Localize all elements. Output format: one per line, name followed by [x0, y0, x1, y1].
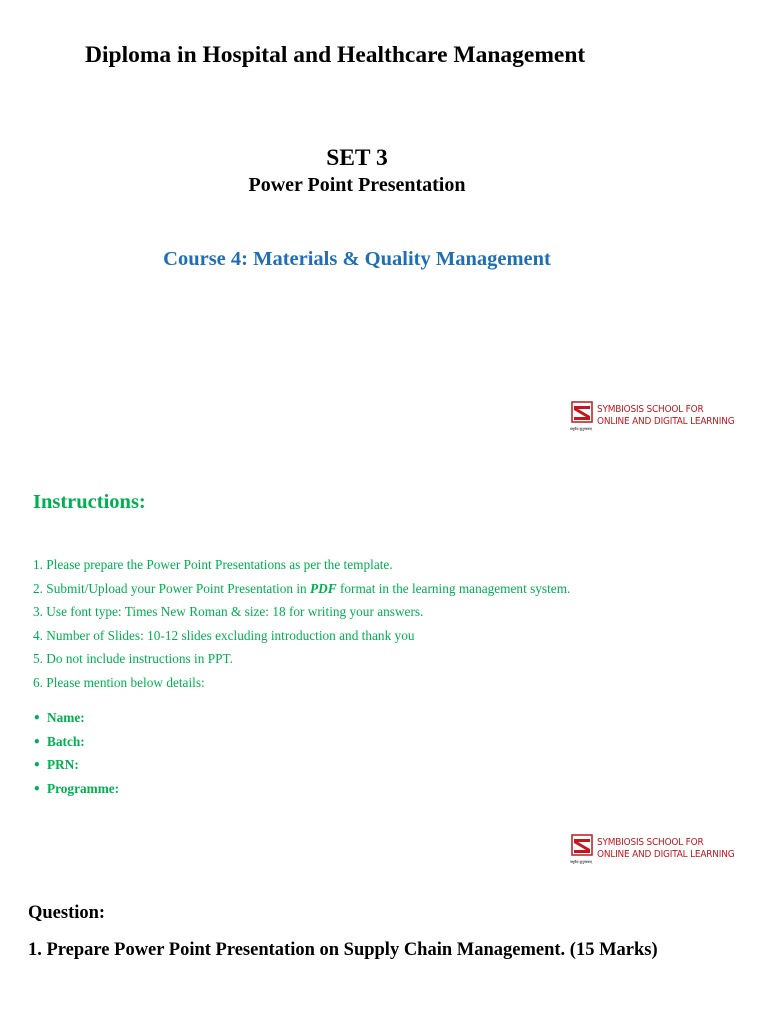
- detail-label: PRN:: [47, 757, 79, 773]
- detail-item-batch: [33, 733, 119, 757]
- detail-item-programme: [33, 780, 119, 804]
- instruction-item: [33, 579, 570, 603]
- instruction-item: 3. Use font type: Times New Roman & size: 18 for writing your answers.: [33, 604, 424, 619]
- details-list: [33, 709, 119, 803]
- instruction-text: 2. Submit/Upload your Power Point Presentation in: [33, 580, 311, 596]
- instruction-item: 1. Please prepare the Power Point Presentations as per the template.: [33, 557, 393, 572]
- instructions-heading: Instructions:: [33, 491, 146, 513]
- bullet-icon: •: [33, 711, 41, 725]
- detail-label: Batch:: [47, 733, 85, 749]
- logo-line-2: ONLINE AND DIGITAL LEARNING: [597, 416, 735, 427]
- set-subtitle: Power Point Presentation: [248, 174, 466, 196]
- symbiosis-logo: [571, 401, 766, 431]
- logo-line-1: SYMBIOSIS SCHOOL FOR: [597, 837, 704, 848]
- instruction-item: 6. Please mention below details:: [33, 674, 205, 690]
- logo-tagline: वसुधैव कुटुम्बकम्: [570, 427, 592, 431]
- detail-label: Programme:: [47, 780, 120, 796]
- pdf-emphasis: PDF: [310, 580, 337, 596]
- document-title: Diploma in Hospital and Healthcare Management: [85, 42, 586, 68]
- course-title: Course 4: Materials & Quality Management: [163, 248, 551, 270]
- symbiosis-emblem-icon: [571, 834, 593, 864]
- detail-label: Name:: [47, 710, 85, 725]
- logo-line-2: ONLINE AND DIGITAL LEARNING: [597, 849, 735, 860]
- question-text: 1. Prepare Power Point Presentation on Supply Chain Management. (15 Marks): [28, 940, 658, 960]
- instructions-list: [33, 555, 570, 696]
- symbiosis-logo: [571, 834, 766, 864]
- symbiosis-emblem-icon: [571, 401, 593, 431]
- bullet-icon: •: [33, 734, 41, 749]
- detail-item-name: [33, 709, 119, 733]
- detail-item-prn: [33, 756, 119, 780]
- instruction-item: 4. Number of Slides: 10-12 slides excluding introduction and thank you: [33, 627, 415, 643]
- instruction-item: 5. Do not include instructions in PPT.: [33, 651, 233, 666]
- question-heading: Question:: [28, 903, 106, 923]
- set-label: SET 3: [326, 145, 388, 171]
- bullet-icon: •: [33, 781, 41, 796]
- instruction-text: format in the learning management system.: [336, 580, 571, 596]
- logo-line-1: SYMBIOSIS SCHOOL FOR: [597, 404, 704, 415]
- bullet-icon: •: [33, 758, 41, 773]
- logo-tagline: वसुधैव कुटुम्बकम्: [570, 860, 592, 864]
